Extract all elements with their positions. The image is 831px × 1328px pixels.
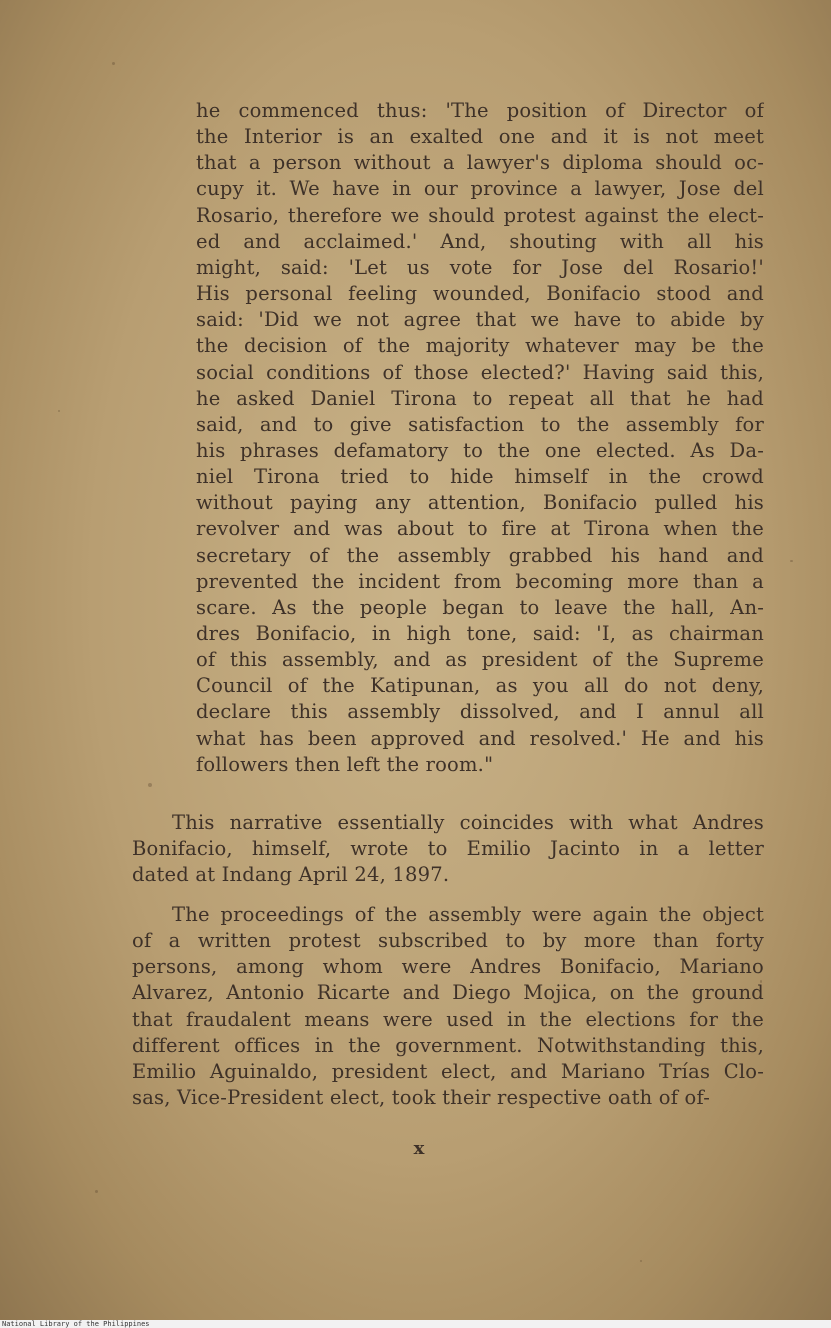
text-line: cupy it. We have in our province a lawyer, Jose del — [196, 177, 764, 201]
paper-speck — [640, 1260, 642, 1262]
paper-speck — [790, 560, 793, 562]
text-line: different offices in the government. Notwithstanding this, — [132, 1033, 764, 1057]
text-line: said: 'Did we not agree that we have to abide by — [196, 308, 764, 332]
text-line: Alvarez, Antonio Ricarte and Diego Mojica, on the ground — [132, 981, 764, 1005]
text-line: niel Tirona tried to hide himself in the crowd — [196, 465, 764, 489]
text-line: without paying any attention, Bonifacio pulled his — [196, 491, 764, 515]
text-line: of a written protest subscribed to by more than forty — [132, 929, 764, 953]
text-line: that a person without a lawyer's diploma should oc- — [196, 151, 764, 175]
paper-speck — [148, 783, 152, 787]
footer-credit: National Library of the Philippines — [2, 1320, 150, 1328]
text-line: Rosario, therefore we should protest against the elect- — [196, 203, 764, 227]
text-line: dated at Indang April 24, 1897. — [132, 863, 450, 887]
paper-speck — [95, 1190, 98, 1193]
text-line: sas, Vice-President elect, took their respective oath of of- — [132, 1086, 711, 1110]
text-line: His personal feeling wounded, Bonifacio stood and — [196, 282, 764, 306]
paper-speck — [58, 410, 60, 412]
text-line: his phrases defamatory to the one elected. As Da- — [196, 438, 764, 462]
text-line: persons, among whom were Andres Bonifacio, Mariano — [132, 955, 764, 979]
text-line: might, said: 'Let us vote for Jose del Rosario!' — [196, 255, 764, 279]
text-line: Emilio Aguinaldo, president elect, and Mariano Trías Clo- — [132, 1059, 764, 1083]
text-line: he commenced thus: 'The position of Director of — [196, 99, 764, 122]
text-line: prevented the incident from becoming more than a — [196, 569, 764, 593]
text-line: what has been approved and resolved.' He and his — [196, 726, 764, 750]
text-line: revolver and was about to fire at Tirona when the — [196, 517, 764, 541]
paper-speck — [112, 62, 115, 65]
text-line: of this assembly, and as president of the Supreme — [196, 648, 764, 672]
page-number: x — [413, 1138, 425, 1159]
text-line: that fraudalent means were used in the elections for the — [132, 1007, 764, 1031]
text-line: scare. As the people began to leave the hall, An- — [196, 595, 764, 619]
text-line: ed and acclaimed.' And, shouting with all his — [196, 229, 764, 253]
text-line: social conditions of those elected?' Having said this, — [196, 360, 764, 384]
text-line: dres Bonifacio, in high tone, said: 'I, as chairman — [196, 622, 764, 645]
text-line: Bonifacio, himself, wrote to Emilio Jacinto in a letter — [132, 837, 764, 861]
text-line: secretary of the assembly grabbed his hand and — [196, 543, 764, 567]
text-line: he asked Daniel Tirona to repeat all that he had — [196, 386, 764, 410]
text-line: The proceedings of the assembly were again the object — [172, 903, 764, 926]
text-line: the Interior is an exalted one and it is not meet — [196, 125, 764, 149]
text-line: said, and to give satisfaction to the assembly for — [196, 412, 764, 436]
text-line: Council of the Katipunan, as you all do not deny, — [196, 674, 764, 698]
text-line: the decision of the majority whatever may be the — [196, 334, 764, 358]
text-line: declare this assembly dissolved, and I annul all — [196, 700, 764, 724]
text-line: followers then left the room." — [196, 752, 494, 776]
text-line: This narrative essentially coincides with what Andres — [172, 811, 764, 834]
